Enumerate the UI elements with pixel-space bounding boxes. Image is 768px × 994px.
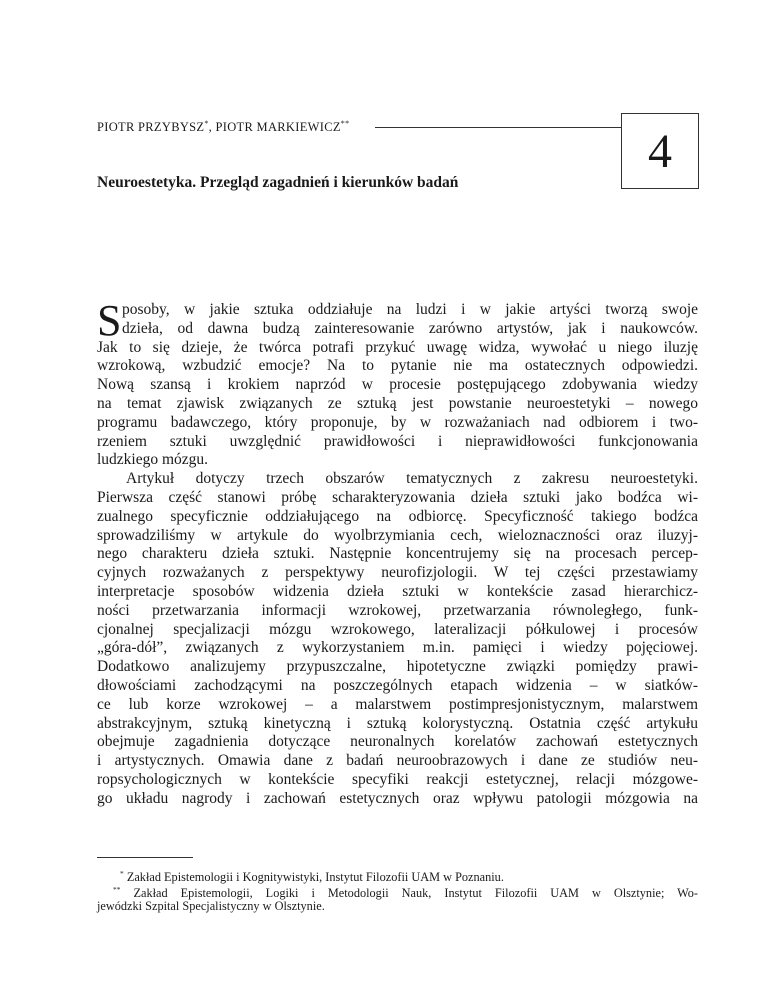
body-line: rzeniem sztuki uwzględnić prawidłowości i nieprawidłowości funkcjonowania — [97, 432, 698, 450]
footnote-1-text: Zakład Epistemologii i Kognitywistyki, Instytut Filozofii UAM w Poznaniu. — [123, 870, 504, 884]
body-line: go układu nagrody i zachowań estetycznych oraz wpływu patologii mózgowia na — [97, 789, 698, 807]
body-line: dzieła, od dawna budzą zainteresowanie zarówno artystów, jak i naukowców. — [122, 319, 698, 337]
body-line: obejmuje zagadnienia dotyczące neuronalnych korelatów zachowań estetycznych — [97, 733, 698, 751]
body-line: posoby, w jakie sztuka oddziałuje na ludzi i w jakie artyści tworzą swoje — [122, 301, 698, 318]
article-title: Neuroestetyka. Przegląd zagadnień i kierunków badań — [97, 174, 459, 191]
body-line: sprowadziliśmy w artykule do wyolbrzymiania cech, wieloznaczności oraz iluzyj- — [97, 526, 698, 544]
body-line: cyjnych rozważanych z perspektywy neurofizjologii. W tej części przestawiamy — [97, 564, 698, 582]
body-line: „góra-dół”, związanych z wykorzystaniem m.in. pamięci i wiedzy pojęciowej. — [97, 639, 698, 657]
body-line: ropsychologicznych w kontekście specyfiki reakcji estetycznej, relacji mózgowe- — [97, 770, 698, 788]
drop-cap: S — [97, 296, 122, 345]
body-line: interpretacje sposobów widzenia dzieła sztuki w kontekście zasad hierarchicz- — [97, 582, 698, 600]
author-1: PIOTR PRZYBYSZ — [97, 120, 205, 134]
chapter-number-box — [621, 113, 699, 189]
footnote-2-text: Zakład Epistemologii, Logiki i Metodologii Nauk, Instytut Filozofii UAM w Olsztynie; Wo- — [120, 886, 698, 900]
header-rule — [375, 127, 621, 128]
body-line: zualnego specyficznie oddziałującego na odbiorcę. Specyficzność takiego bodźca — [97, 507, 698, 525]
body-line: programu badawczego, który proponuje, by w rozważaniach nad odbiorem i two- — [97, 413, 698, 431]
body-line: ności przetwarzania informacji wzrokowej, przetwarzania równoległego, funk- — [97, 601, 698, 619]
footnotes — [97, 866, 698, 914]
author-2-footnote-mark: ** — [340, 119, 350, 128]
body-line: dłowościami zachodzącymi na poszczególnych etapach widzenia – w siatków- — [97, 676, 698, 694]
body-line: i artystycznych. Omawia dane z badań neuroobrazowych i dane ze studiów neu- — [97, 752, 698, 770]
footnote-2-mark: ** — [113, 885, 121, 894]
body-line: Jak to się dzieje, że twórca potrafi przykuć uwagę widza, wywołać u niego iluzję — [97, 338, 698, 356]
footnote-1-mark: * — [120, 869, 124, 878]
body-line: wzrokową, wzbudzić emocje? Na to pytanie nie ma ostatecznych odpowiedzi. — [97, 357, 698, 375]
body-line: Pierwsza część stanowi próbę scharakteryzowania dzieła sztuki jako bodźca wi- — [97, 488, 698, 506]
author-2: , PIOTR MARKIEWICZ — [208, 120, 341, 134]
body-line: nego charakteru dzieła sztuki. Następnie koncentrujemy się na procesach percep- — [97, 545, 698, 563]
authors-line — [97, 119, 349, 135]
body-line: Dodatkowo analizujemy przypuszczalne, hipotetyczne związki pomiędzy prawi- — [97, 658, 698, 676]
footnote-2-continued: jewódzki Szpital Specjalistyczny w Olsztynie. — [97, 899, 325, 913]
body-line: Nową szansą i krokiem naprzód w procesie postępującego zdobywania wiedzy — [97, 376, 698, 394]
footnote-1 — [97, 866, 698, 882]
body-line: ce lub korze wzrokowej – a malarstwem postimpresjonistycznym, malarstwem — [97, 695, 698, 713]
body-line: abstrakcyjnym, sztuką kinetyczną i sztuką kolorystyczną. Ostatnia część artykułu — [97, 714, 698, 732]
body-line: Artykuł dotyczy trzech obszarów tematycznych z zakresu neuroestetyki. — [126, 470, 698, 488]
author-1-footnote-mark: * — [204, 119, 209, 128]
body-line: ludzkiego mózgu. — [97, 451, 209, 469]
body-line: na temat zjawisk związanych ze sztuką jest powstanie neuroestetyki – nowego — [97, 394, 698, 412]
chapter-number: 4 — [648, 124, 672, 178]
article-body — [97, 296, 698, 809]
footnote-rule — [97, 857, 193, 858]
body-line: cjonalnej specjalizacji mózgu wzrokowego, lateralizacji półkulowej i procesów — [97, 620, 698, 638]
footnote-2 — [97, 882, 698, 898]
